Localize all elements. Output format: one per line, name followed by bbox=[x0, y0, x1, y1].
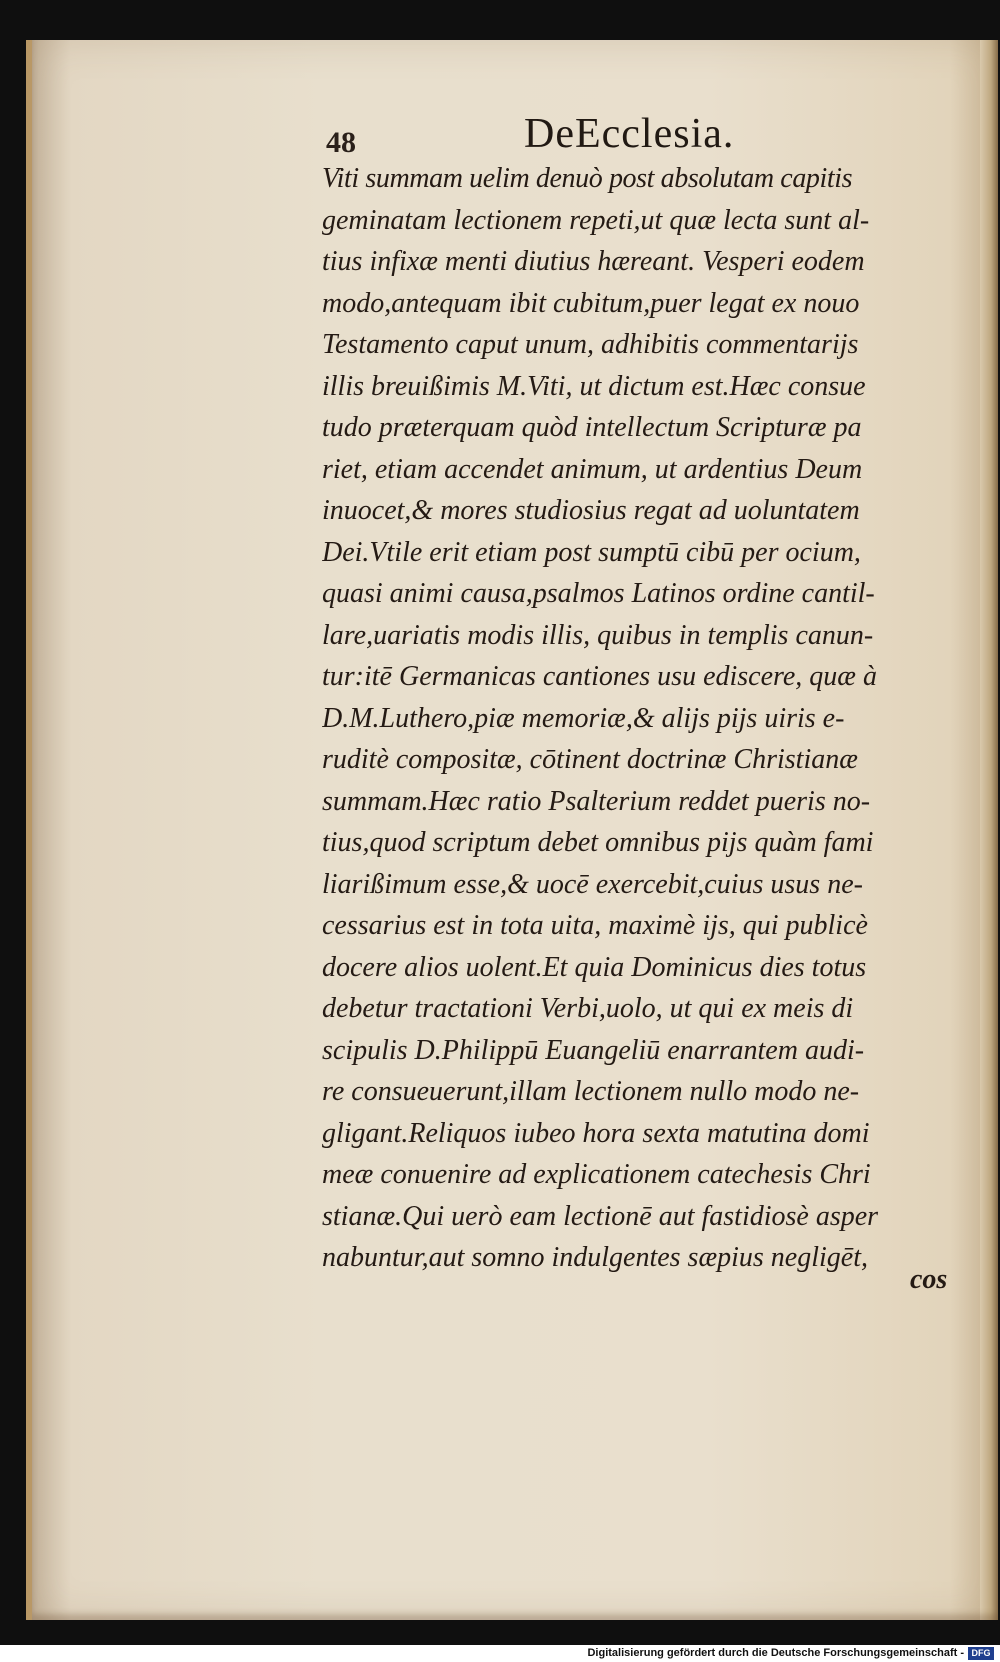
text-line: D.M.Luthero,piæ memoriæ,& alijs pijs uiris e- bbox=[322, 702, 845, 734]
text-line: geminatam lectionem repeti,ut quæ lecta sunt al- bbox=[322, 204, 870, 236]
text-line: tur:itē Germanicas cantiones usu ediscere, quæ à bbox=[322, 661, 877, 692]
text-line: ruditè compositæ, cōtinent doctrinæ Christianæ bbox=[322, 744, 858, 775]
running-head: DeEcclesia. bbox=[524, 111, 735, 157]
text-line: summam.Hæc ratio Psalterium reddet pueris no- bbox=[322, 785, 871, 817]
page-edge bbox=[980, 40, 998, 1620]
text-line: re consueuerunt,illam lectionem nullo modo ne- bbox=[322, 1076, 860, 1107]
text-line: meæ conuenire ad explicationem catechesis Chri bbox=[322, 1159, 871, 1190]
text-line: quasi animi causa,psalmos Latinos ordine cantil- bbox=[322, 578, 875, 609]
text-line: Viti summam uelim denuò post absolutam capitis bbox=[322, 163, 853, 194]
text-line: docere alios uolent.Et quia Dominicus dies totus bbox=[322, 951, 867, 983]
text-line: nabuntur,aut somno indulgentes sæpius negligēt, bbox=[322, 1242, 868, 1273]
footer-bar bbox=[0, 1645, 1000, 1662]
text-line: stianæ.Qui uerò eam lectionē aut fastidiosè asper bbox=[322, 1200, 879, 1232]
footer-credit: Digitalisierung gefördert durch die Deutsche Forschungsgemeinschaft - bbox=[587, 1647, 964, 1659]
body-text bbox=[322, 158, 954, 1279]
text-line: tius,quod scriptum debet omnibus pijs quàm fami bbox=[322, 827, 874, 858]
text-line: modo,antequam ibit cubitum,puer legat ex nouo bbox=[322, 287, 860, 319]
catchword: cos bbox=[910, 1264, 948, 1295]
text-line: gligant.Reliquos iubeo hora sexta matutina domi bbox=[322, 1117, 870, 1149]
text-line: Dei.Vtile erit etiam post sumptū cibū per ocium, bbox=[322, 536, 861, 568]
text-line: liarißimum esse,& uocē exercebit,cuius usus ne- bbox=[322, 868, 863, 900]
text-line: lare,uariatis modis illis, quibus in templis canun- bbox=[322, 619, 874, 651]
text-line: illis breuißimis M.Viti, ut dictum est.Hæc consue bbox=[322, 370, 866, 402]
text-line: debetur tractationi Verbi,uolo, ut qui ex meis di bbox=[322, 993, 854, 1024]
dfg-logo-icon: DFG bbox=[968, 1647, 994, 1660]
text-line: inuocet,& mores studiosius regat ad uoluntatem bbox=[322, 495, 860, 526]
page-number: 48 bbox=[326, 126, 356, 159]
text-line: tius infixæ menti diutius hæreant. Vesperi eodem bbox=[322, 246, 865, 277]
text-line: tudo præterquam quòd intellectum Scripturæ pa bbox=[322, 412, 862, 443]
text-line: cessarius est in tota uita, maximè ijs, qui publicè bbox=[322, 910, 868, 941]
text-line: Testamento caput unum, adhibitis commentarijs bbox=[322, 329, 859, 360]
text-line: scipulis D.Philippū Euangeliū enarrantem audi- bbox=[322, 1034, 865, 1066]
text-line: riet, etiam accendet animum, ut ardentius Deum bbox=[322, 453, 863, 485]
